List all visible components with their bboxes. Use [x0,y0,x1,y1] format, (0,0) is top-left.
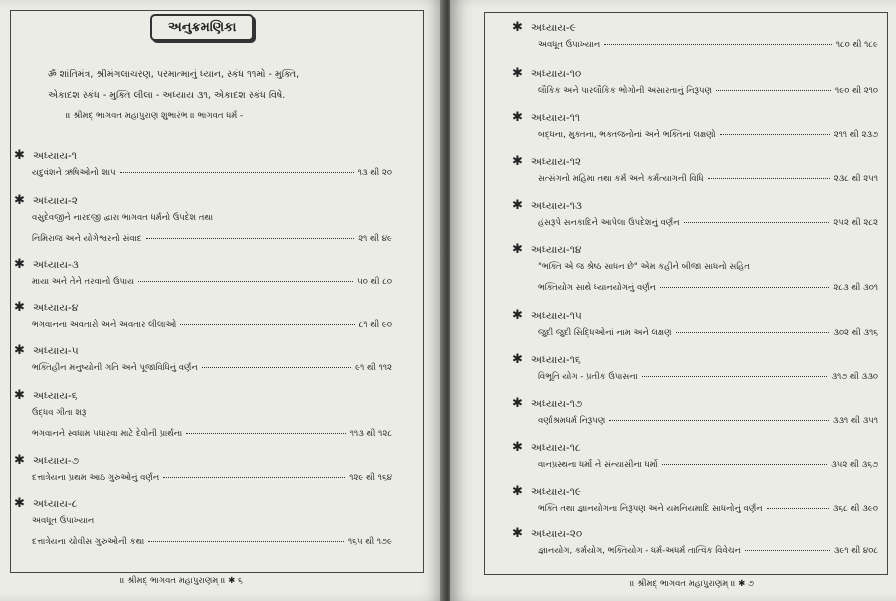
chapter-heading [512,242,581,257]
chapter-label: અધ્યાય-૧૪ [530,244,582,256]
chapter-label: અધ્યાય-૪ [32,302,79,314]
chapter-heading [14,148,77,163]
toc-line-text: બદ્ધના, મુક્તના, ભક્તજનોનાં અને ભક્તિનાં લક્ષણો [538,130,716,140]
toc-line-text: માયા અને તેને તરવાનો ઉપાય [32,277,135,287]
toc-line-text: દત્તાત્રેયના ચોવીસ ગુરુઓની કથા [32,537,145,547]
chapter-heading [14,193,78,208]
toc-line [538,283,878,293]
toc-line [538,416,878,426]
leader-dots [138,281,353,282]
toc-line [32,168,392,178]
toc-line [538,546,878,556]
page-range: ૧૩ થી ૨૦ [357,168,392,178]
chapter-label: અધ્યાય-૫ [32,345,79,357]
chapter-label: અધ્યાય-૧ [32,150,77,162]
toc-line-text: ભક્તિહીન મનુષ્યોની ગતિ અને પૂજાવિધિનું વર્ણન [32,363,198,373]
intro-line: એકાદશ સ્કંધ - મુક્તિ લીલા - અધ્યાય ૩૧, એકાદશ સ્કંધ વિષે. [48,90,286,101]
index-title: અનુક્રમણિકા [150,14,254,41]
page-range: ૨૫૨ થી ૨૮૨ [833,218,878,228]
chapter-label: અધ્યાય-૧૫ [530,310,582,322]
toc-line [32,537,392,547]
chapter-heading [14,300,78,315]
toc-line-text: વાનપ્રસ્થના ધર્મો ને સંન્યાસીના ધર્મો [538,460,658,470]
toc-line-text: ભગવાનને સ્વધામ પધારવા માટે દેવોની પ્રાર્થના [32,429,183,439]
leader-dots [662,464,827,465]
toc-line [538,262,750,272]
leader-dots [120,172,354,173]
asterisk-icon: ✱ [512,308,523,323]
toc-line [538,130,878,140]
toc-line [32,277,392,287]
page-range: ૨૩૮ થી ૨૫૧ [833,174,878,184]
toc-line [32,213,213,223]
leader-dots [660,287,829,288]
toc-line [538,372,878,382]
page-range: ૫૦ થી ૮૦ [357,277,392,287]
toc-line-text: અવધૂત ઉપાખ્યાન [32,516,95,526]
toc-line [32,473,392,483]
asterisk-icon: ✱ [512,352,523,367]
toc-line-text: વિભૂતિ યોગ - પ્રતીક ઉપાસના [538,372,638,382]
toc-line [32,234,392,244]
page-range: ૧૧૩ થી ૧૨૮ [349,429,392,439]
page-range: ૧૨૯ થી ૧૬૪ [349,473,392,483]
chapter-label: અધ્યાય-૨ [32,195,78,207]
chapter-label: અધ્યાય-૧૩ [530,200,582,212]
toc-line [538,86,878,96]
page-range: ૧૬૫ થી ૧૭૯ [348,537,392,547]
leader-dots [708,178,830,179]
toc-line-text: જ્ઞાનયોગ, કર્મયોગ, ભક્તિયોગ - ધર્મ-અધર્મ તાત્વિક વિવેચન [538,546,741,556]
intro-line: ॥ શ્રીમદ્ ભાગવત મહાપુરાણ શુભારંભ ॥ ભાગવત ધર્મ - [66,111,244,121]
leader-dots [676,332,830,333]
page-range: ૧૮૦ થી ૧૮૯ [835,40,878,50]
page-range: ૩૧૭ થી ૩૩૦ [831,372,878,382]
toc-line-text: સત્સંગનો મહિમા તથા કર્મ અને કર્મત્યાગની વિધિ [538,174,704,184]
chapter-label: અધ્યાય-૮ [32,498,78,510]
chapter-heading [512,484,581,499]
leader-dots [609,420,829,421]
toc-line [538,504,878,514]
chapter-label: અધ્યાય-૧૨ [530,156,582,168]
asterisk-icon: ✱ [512,154,523,169]
chapter-label: અધ્યાય-૧૯ [530,486,582,498]
asterisk-icon: ✱ [512,526,523,541]
chapter-label: અધ્યાય-૬ [32,390,78,402]
chapter-label: અધ્યાય-૯ [530,22,576,34]
leader-dots [146,238,355,239]
chapter-label: અધ્યાય-૧૧ [530,112,580,124]
toc-line [538,174,878,184]
asterisk-icon: ✱ [512,66,523,81]
asterisk-icon: ✱ [512,20,523,35]
chapter-heading [512,440,581,455]
leader-dots [642,376,828,377]
asterisk-icon: ✱ [512,440,523,455]
right-page [450,0,896,601]
asterisk-icon: ✱ [14,148,25,163]
chapter-label: અધ્યાય-૩ [32,259,79,271]
toc-line [32,408,86,418]
page-range: ૯૧ થી ૧૧૨ [355,363,392,373]
chapter-label: અધ્યાય-૧૮ [530,442,581,454]
left-page [0,0,444,601]
left-footer: ॥ શ્રીમદ્ ભાગવત મહાપુરાણમ્ ॥ ✱ ૬ [120,576,243,586]
toc-line-text: ભગવાનના અવતારો અને અવતાર લીલાઓ [32,320,177,330]
asterisk-icon: ✱ [14,343,25,358]
toc-line-text: ભક્તિયોગ સાથે ધ્યાનયોગનું વર્ણન [538,283,657,293]
asterisk-icon: ✱ [14,388,25,403]
toc-line [538,460,878,470]
page-range: ૨૧૧ થી ૨૩૭ [833,130,878,140]
chapter-heading [512,526,582,541]
toc-line-text: જુદી જુદી સિદ્ધિઓનાં નામ અને લક્ષણ [538,328,672,338]
chapter-label: અધ્યાય-૭ [32,455,79,467]
leader-dots [186,433,346,434]
chapter-label: અધ્યાય-૧૭ [530,398,583,410]
leader-dots [163,477,345,478]
toc-line-text: વર્ણાશ્રમધર્મ નિરૂપણ [538,416,606,426]
right-footer: ॥ શ્રીમદ્ ભાગવત મહાપુરાણમ્ ॥ ✱ ૭ [630,579,754,589]
toc-line-text: "ભક્તિ એ જ શ્રેષ્ઠ સાધન છે" એમ કહીને બીજા સાધનો સહિત [538,262,750,272]
asterisk-icon: ✱ [512,242,523,257]
toc-line [538,40,878,50]
page-range: ૩૦૨ થી ૩૧૬ [833,328,878,338]
leader-dots [745,550,830,551]
asterisk-icon: ✱ [14,300,25,315]
asterisk-icon: ✱ [512,198,523,213]
page-range: ૩૯૧ થી ૪૦૮ [833,546,878,556]
toc-line-text: ઉદ્ધવ ગીતા શરૂ [32,408,87,418]
intro-text [48,64,388,127]
toc-line-text: વસુદેવજીને નારદજી દ્વારા ભાગવત ધર્મનો ઉપદેશ તથા [32,213,214,223]
asterisk-icon: ✱ [14,496,25,511]
asterisk-icon: ✱ [512,110,523,125]
chapter-heading [512,198,582,213]
chapter-label: અધ્યાય-૨૦ [530,528,583,540]
asterisk-icon: ✱ [512,396,523,411]
chapter-label: અધ્યાય-૧૦ [530,68,582,80]
page-range: ૩૬૮ થી ૩૯૦ [832,504,878,514]
asterisk-icon: ✱ [512,484,523,499]
asterisk-icon: ✱ [14,193,25,208]
leader-dots [604,44,832,45]
toc-line-text: હંસરૂપે સનકાદિને આપેલા ઉપદેશનું વર્ણન [538,218,680,228]
chapter-heading [14,343,79,358]
asterisk-icon: ✱ [14,257,25,272]
toc-line [32,429,392,439]
leader-dots [767,508,829,509]
toc-line-text: નિમિરાજ અને યોગેશ્વરનો સંવાદ [32,234,142,244]
chapter-heading [512,352,581,367]
toc-line-text: લૌકિક અને પારલૌકિક ભોગોની અસારતાનું નિરૂપણ [538,86,712,96]
toc-line-text: દત્તાત્રેયના પ્રથમ આઠ ગુરુઓનું વર્ણન [32,473,160,483]
intro-line: ॐ શાંતિમંત્ર, શ્રીમંગલાચરણ, પરમાત્માનું ધ્યાન, સ્કંધ ૧૧મો - મુક્તિ, [48,69,300,80]
chapter-label: અધ્યાય-૧૬ [530,354,581,366]
chapter-heading [512,308,582,323]
chapter-heading [14,453,79,468]
chapter-heading [512,20,576,35]
toc-line [32,363,392,373]
chapter-heading [512,154,581,169]
leader-dots [202,367,351,368]
chapter-heading [512,110,580,125]
chapter-heading [512,66,581,81]
toc-line [32,320,392,330]
leader-dots [180,324,354,325]
toc-line [32,516,94,526]
page-range: ૮૧ થી ૯૦ [358,320,392,330]
page-range: ૨૮૩ થી ૩૦૧ [833,283,878,293]
chapter-heading [14,388,78,403]
page-range: ૩૫૨ થી ૩૬૭ [831,460,878,470]
leader-dots [148,541,344,542]
leader-dots [716,90,831,91]
page-range: ૩૩૧ થી ૩૫૧ [832,416,878,426]
leader-dots [684,222,830,223]
toc-line [538,218,878,228]
toc-line [538,328,878,338]
chapter-heading [14,496,77,511]
leader-dots [720,134,830,135]
page-range: ૧૯૦ થી ૨૧૦ [835,86,878,96]
toc-line-text: અવધૂત ઉપાખ્યાન [538,40,601,50]
chapter-heading [14,257,79,272]
asterisk-icon: ✱ [14,453,25,468]
toc-line-text: યદુવંશને ઋષિઓનો શાપ [32,168,116,178]
page-range: ૨૧ થી ૪૯ [358,234,392,244]
toc-line-text: ભક્તિ તથા જ્ઞાનયોગના નિરૂપણ અને યમનિયમાદિ સાધનોનું વર્ણન [538,504,763,514]
chapter-heading [512,396,582,411]
